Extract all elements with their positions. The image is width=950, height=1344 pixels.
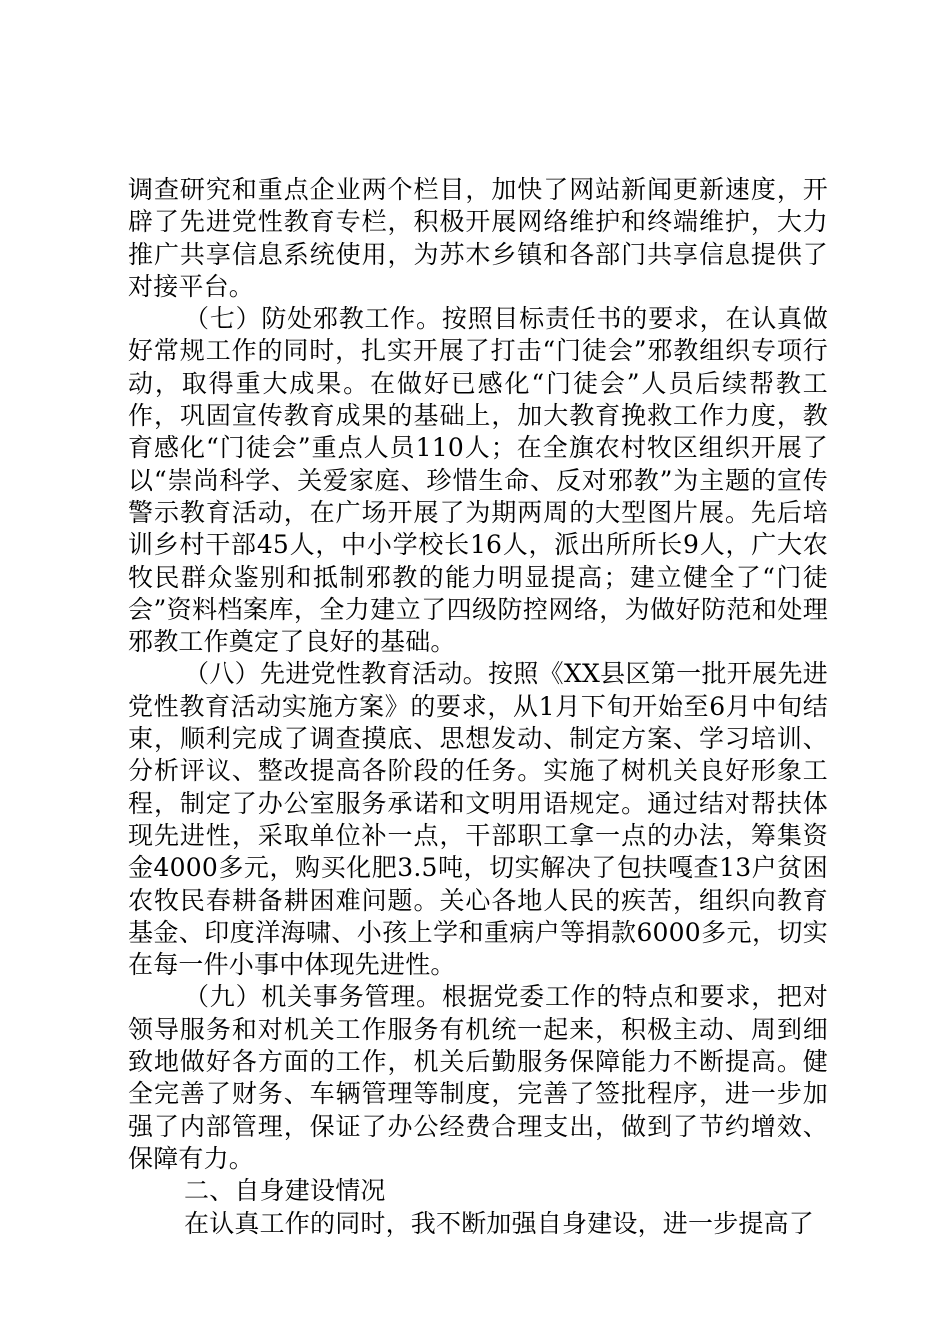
paragraph-office-affairs: （九）机关事务管理。根据党委工作的特点和要求，把对领导服务和对机关工作服务有机统一起来，积极主动、周到细致地做好各方面的工作，机关后勤服务保障能力不断提高。健全完善了财务、车辆管理等制度，完善了签批程序，进一步加强了内部管理，保证了办公经费合理支出，做到了节约增效、保障有力。 (128, 982, 828, 1173)
document-body (128, 174, 828, 1240)
paragraph-party-education: （八）先进党性教育活动。按照《XX县区第一批开展先进党性教育活动实施方案》的要求，从1月下旬开始至6月中旬结束，顺利完成了调查摸底、思想发动、制定方案、学习培训、分析评议、整改提高各阶段的任务。实施了树机关良好形象工程，制定了办公室服务承诺和文明用语规定。通过结对帮扶体现先进性，采取单位补一点，干部职工拿一点的办法，筹集资金4000多元，购买化肥3.5吨，切实解决了包扶嘎查13户贫困农牧民春耕备耕困难问题。关心各地人民的疾苦，组织向教育基金、印度洋海啸、小孩上学和重病户等捐款6000多元，切实在每一件小事中体现先进性。 (128, 659, 828, 980)
paragraph-anti-cult-work: （七）防处邪教工作。按照目标责任书的要求，在认真做好常规工作的同时，扎实开展了打击“门徒会”邪教组织专项行动，取得重大成果。在做好已感化“门徒会”人员后续帮教工作，巩固宣传教育成果的基础上，加大教育挽救工作力度，教育感化“门徒会”重点人员110人；在全旗农村牧区组织开展了以“崇尚科学、关爱家庭、珍惜生命、反对邪教”为主题的宣传警示教育活动，在广场开展了为期两周的大型图片展。先后培训乡村干部45人，中小学校长16人，派出所所长9人，广大农牧民群众鉴别和抵制邪教的能力明显提高；建立健全了“门徒会”资料档案库，全力建立了四级防控网络，为做好防范和处理邪教工作奠定了良好的基础。 (128, 304, 828, 657)
section-heading-self-construction: 二、自身建设情况 (184, 1176, 386, 1206)
paragraph-website-work: 调查研究和重点企业两个栏目，加快了网站新闻更新速度，开辟了先进党性教育专栏，积极开展网络维护和终端维护，大力推广共享信息系统使用，为苏木乡镇和各部门共享信息提供了对接平台。 (128, 175, 828, 301)
paragraph-self-construction-intro: 在认真工作的同时，我不断加强自身建设，进一步提高了 (184, 1208, 815, 1238)
